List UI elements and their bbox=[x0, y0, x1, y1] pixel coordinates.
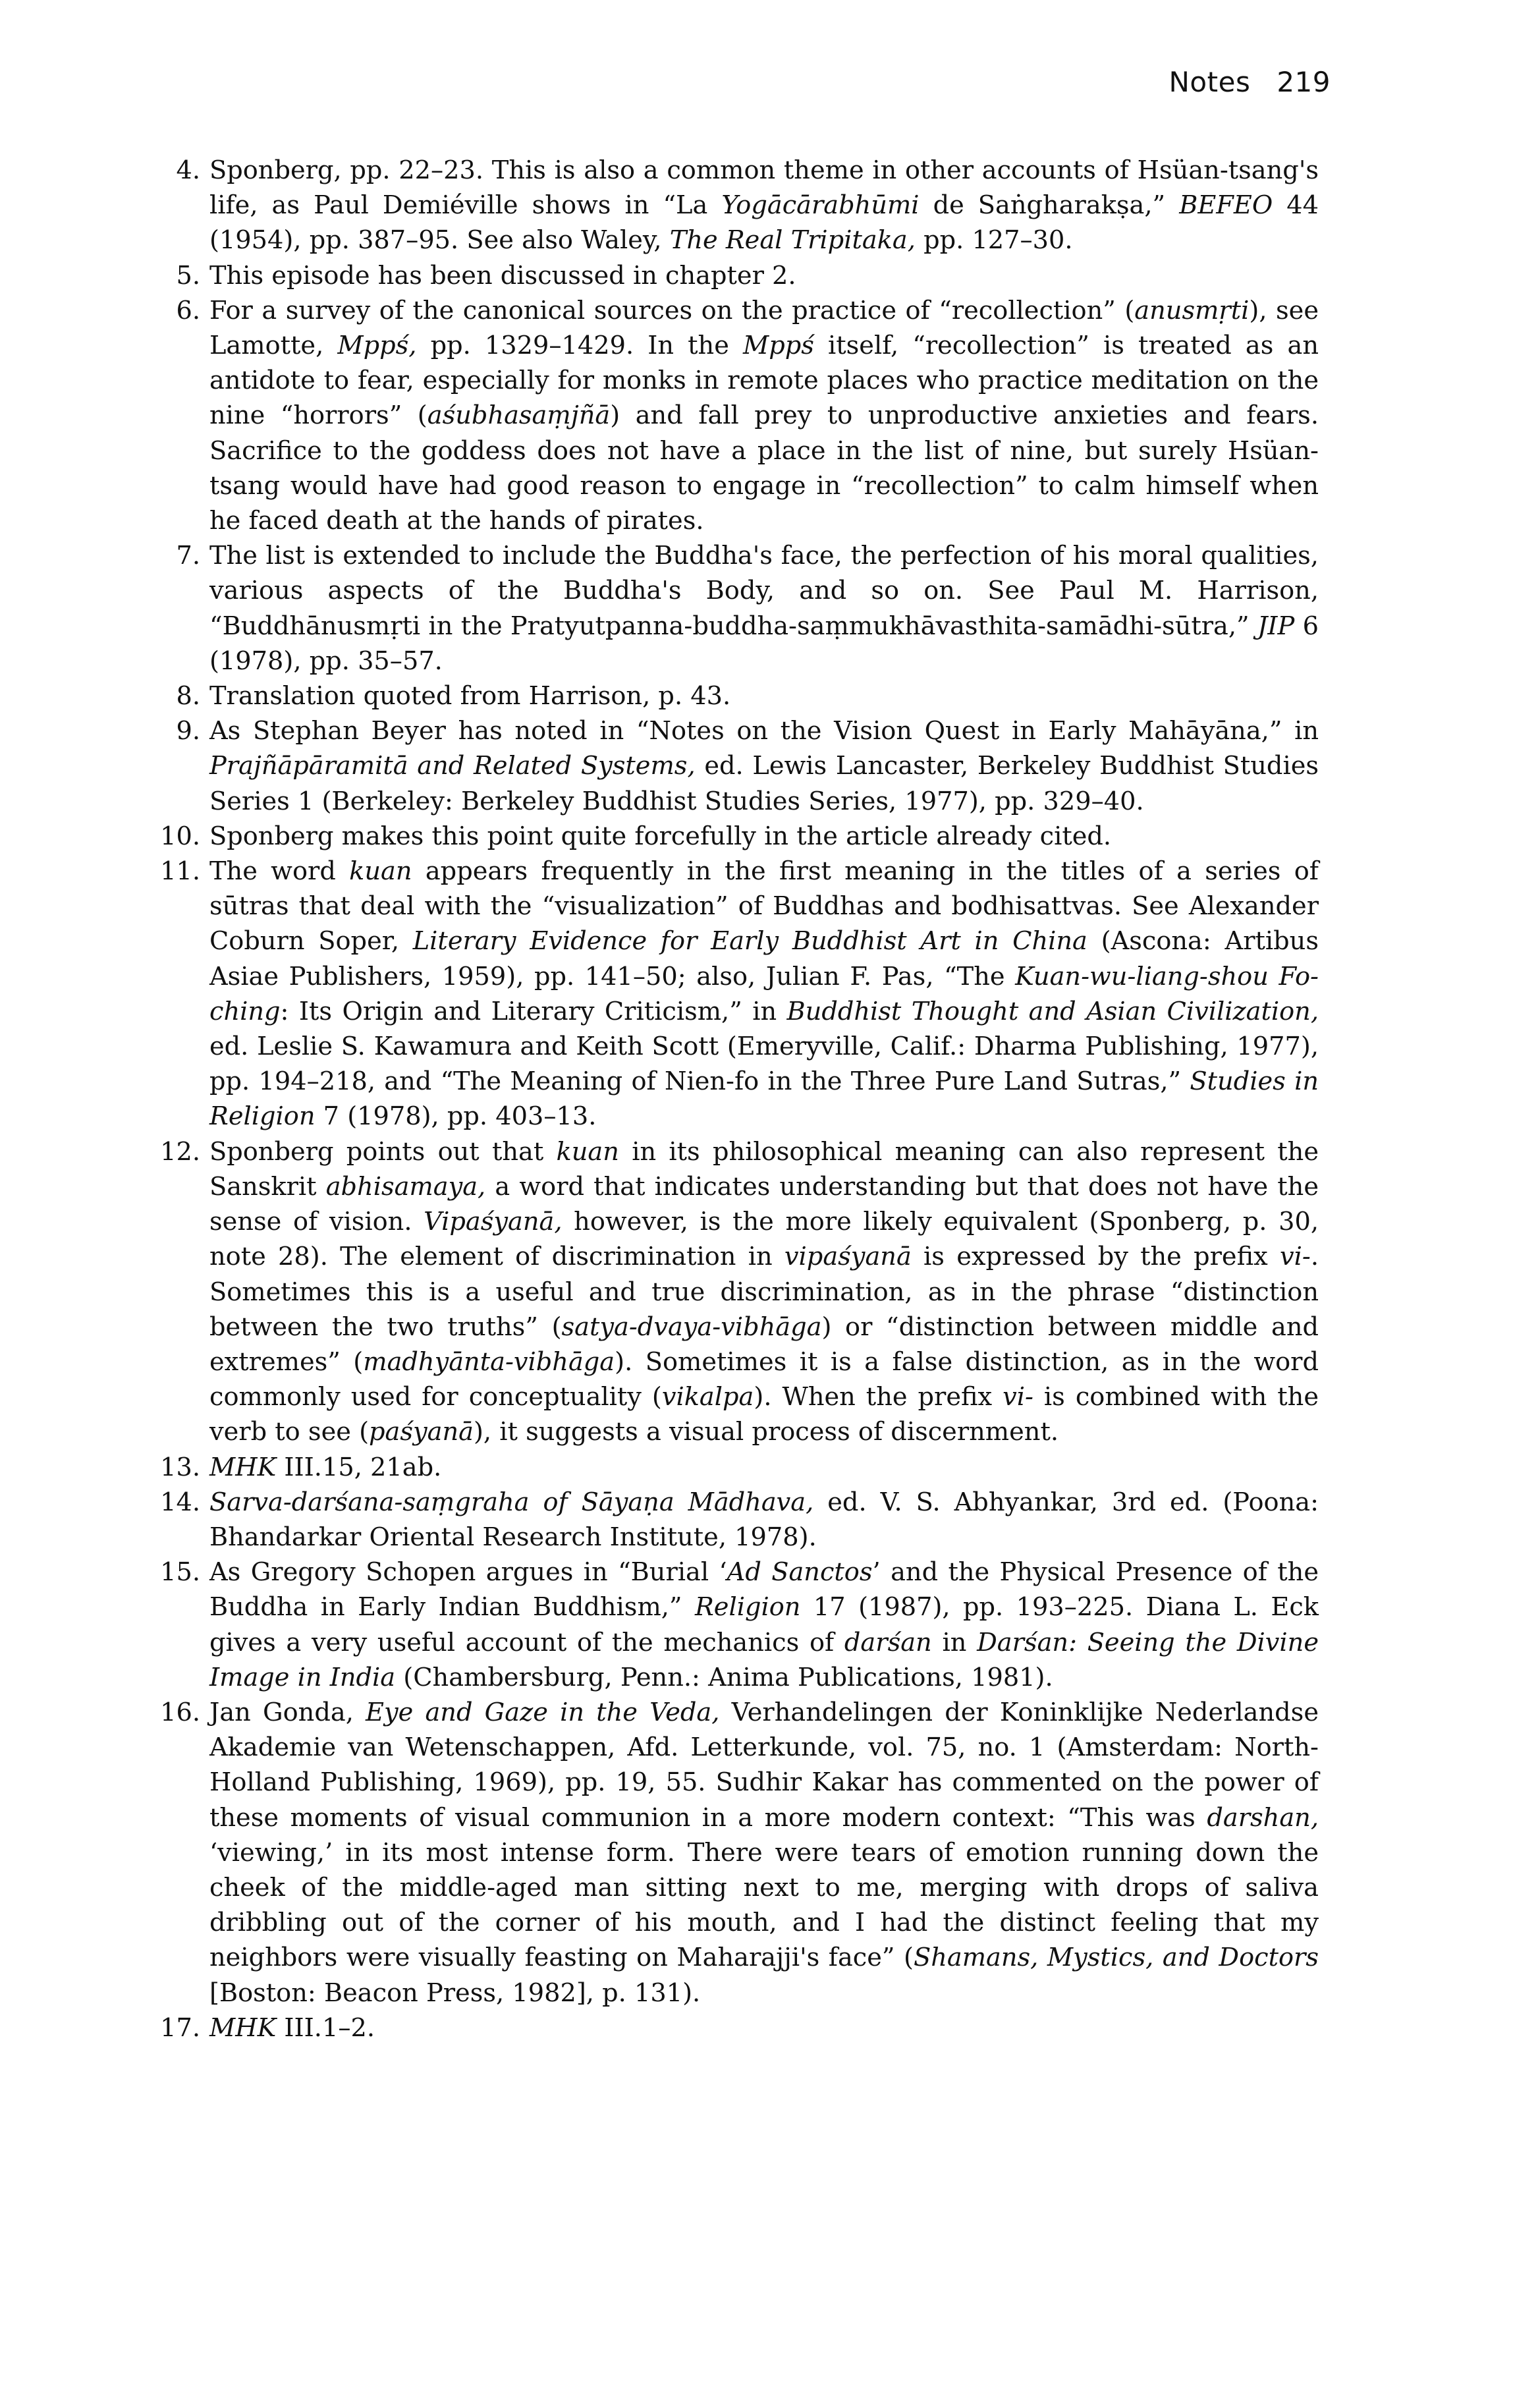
endnote-text bbox=[209, 153, 1319, 258]
endnote-number: 14. bbox=[160, 1487, 200, 1517]
text-run: ). Sometimes it is a false distinction, as in the word commonly used for conceptuality ( bbox=[209, 1346, 1319, 1412]
text-run: (Ascona: Artibus Asiae Publishers, 1959), pp. 141–50; also, Julian F. Pas, “The bbox=[209, 926, 1319, 991]
endnote bbox=[149, 258, 1319, 293]
text-run: Translation quoted from Harrison, p. 43. bbox=[209, 681, 731, 711]
italic-run: Ad Sanctos bbox=[727, 1557, 873, 1588]
endnote-number: 6. bbox=[176, 295, 200, 325]
text-run: Sponberg, pp. 22–23. This is also a common theme in other accounts of Hsüan-tsang's life, as Paul Demiéville shows in “La bbox=[209, 155, 1319, 221]
text-run: appears frequently in the first meaning in the titles of a series of sūtras that deal with the “visualization” of Buddhas and bodhisattvas. See Alexander Coburn Soper, bbox=[209, 856, 1319, 957]
text-run: 6 (1978), pp. 35–57. bbox=[209, 611, 1319, 676]
italic-run: vikalpa bbox=[661, 1382, 754, 1412]
text-run: For a survey of the canonical sources on the practice of “recollection” ( bbox=[209, 295, 1135, 325]
endnote-text bbox=[209, 293, 1319, 538]
italic-run: abhisamaya, bbox=[325, 1171, 486, 1202]
text-run: itself, “recollection” is treated as an antidote to fear, especially for monks in remote places who practice meditation on the nine “horrors” ( bbox=[209, 331, 1319, 431]
endnote-number: 5. bbox=[176, 260, 200, 291]
endnote-text bbox=[209, 819, 1319, 854]
text-run: is combined with the verb to see ( bbox=[209, 1382, 1319, 1447]
endnote-number: 17. bbox=[160, 2012, 200, 2043]
italic-run: anusmṛti bbox=[1134, 295, 1250, 325]
italic-run: vi- bbox=[1279, 1242, 1311, 1272]
text-run: 7 (1978), pp. 403–13. bbox=[315, 1101, 597, 1132]
italic-run: vi- bbox=[1003, 1382, 1033, 1412]
text-run: however, is the more likely equivalent (Sponberg, p. 30, note 28). The element of discrimination in bbox=[209, 1207, 1319, 1272]
text-run: Sponberg makes this point quite forcefully in the article already cited. bbox=[209, 821, 1112, 851]
endnote bbox=[149, 1695, 1319, 2011]
endnote bbox=[149, 1450, 1319, 1485]
italic-run: Buddhist Thought and Asian Civilization, bbox=[786, 996, 1319, 1026]
text-run: pp. 127–30. bbox=[915, 225, 1073, 256]
text-run: in its philosophical meaning can also represent the Sanskrit bbox=[209, 1136, 1319, 1202]
text-run: As Stephan Beyer has noted in “Notes on the Vision Quest in Early Mahāyāna,” in bbox=[209, 716, 1319, 746]
text-run: ), it suggests a visual process of discernment. bbox=[473, 1417, 1059, 1447]
italic-run: Shamans, Mystics, and Doctors bbox=[913, 1943, 1319, 1973]
italic-run: Mppś, bbox=[337, 331, 417, 361]
text-run: (Chambersburg, Penn.: Anima Publications, 1981). bbox=[395, 1662, 1053, 1692]
text-run: . Sometimes this is a useful and true discrimination, as in the phrase “distinction between the two truths” ( bbox=[209, 1242, 1319, 1342]
italic-run: MHK bbox=[209, 2012, 277, 2043]
endnote-number: 4. bbox=[176, 155, 200, 185]
endnote-text bbox=[209, 854, 1319, 1134]
endnote bbox=[149, 679, 1319, 713]
text-run: Verhandelingen der Koninklijke Nederlandse Akademie van Wetenschappen, Afd. Letterkunde, vol. 75, no. 1 (Amsterdam: North-Holland Publishing, 1969), pp. 19, 55. Sudhir Kakar has commented on the power of these moments of visual communion in a more modern context: “This was bbox=[209, 1697, 1319, 1833]
endnote bbox=[149, 1485, 1319, 1555]
endnote-number: 9. bbox=[176, 716, 200, 746]
italic-run: Yogācārabhūmi bbox=[721, 190, 920, 221]
italic-run: Sarva-darśana-saṃgraha of Sāyaṇa Mādhava, bbox=[209, 1487, 814, 1517]
endnote bbox=[149, 713, 1319, 819]
endnote bbox=[149, 1555, 1319, 1695]
italic-run: satya-dvaya-vibhāga bbox=[561, 1312, 822, 1342]
text-run: ’ and the Physical Presence of the Buddha in Early Indian Buddhism,” bbox=[209, 1557, 1319, 1623]
text-run: Jan Gonda, bbox=[209, 1697, 366, 1727]
italic-run: kuan bbox=[556, 1136, 619, 1167]
text-run: ) and fall prey to unproductive anxieties and fears. Sacrifice to the goddess does not have a place in the list of nine, but surely Hsüan-tsang would have had good reason to engage in “recollection” to calm himself when he faced death at the hands of pirates. bbox=[209, 401, 1319, 536]
endnote bbox=[149, 854, 1319, 1134]
endnote-text bbox=[209, 538, 1319, 679]
italic-run: Vipaśyanā, bbox=[424, 1207, 563, 1237]
text-run: ed. V. S. Abhyankar, 3rd ed. (Poona: Bhandarkar Oriental Research Institute, 1978). bbox=[209, 1487, 1319, 1552]
text-run: III.15, 21ab. bbox=[276, 1452, 442, 1482]
italic-run: kuan bbox=[349, 856, 412, 887]
text-run: 44 (1954), pp. 387–95. See also Waley, bbox=[209, 190, 1319, 256]
endnote-number: 16. bbox=[160, 1697, 200, 1727]
endnote-number: 11. bbox=[160, 856, 200, 887]
italic-run: Mppś bbox=[742, 331, 814, 361]
endnote bbox=[149, 819, 1319, 854]
italic-run: The Real Tripitaka, bbox=[669, 225, 916, 256]
endnote-text bbox=[209, 258, 1319, 293]
endnote-number: 15. bbox=[160, 1557, 200, 1588]
endnote-text bbox=[209, 679, 1319, 713]
endnote bbox=[149, 2011, 1319, 2045]
italic-run: vipaśyanā bbox=[784, 1242, 912, 1272]
italic-run: aśubhasaṃjñā bbox=[427, 401, 611, 431]
italic-run: Studies in Religion bbox=[209, 1067, 1319, 1132]
italic-run: darshan, bbox=[1207, 1802, 1319, 1833]
endnote-number: 10. bbox=[160, 821, 200, 851]
endnote bbox=[149, 1134, 1319, 1450]
text-run: [Boston: Beacon Press, 1982], p. 131). bbox=[209, 1978, 701, 2008]
endnote-number: 7. bbox=[176, 541, 200, 571]
page-number: 219 bbox=[1277, 66, 1331, 98]
endnote-text bbox=[209, 1134, 1319, 1450]
italic-run: JIP bbox=[1257, 611, 1295, 641]
text-run: This episode has been discussed in chapter 2. bbox=[209, 260, 796, 291]
italic-run: Religion bbox=[694, 1592, 801, 1623]
italic-run: darśan bbox=[844, 1627, 932, 1657]
text-run: The list is extended to include the Buddha's face, the perfection of his moral qualities, various aspects of the Buddha's Body, and so on. See Paul M. Harrison, “Buddhānusmṛti in the Pratyutpanna-buddha-saṃmukhāvasthita-samādhi-sūtra,” bbox=[209, 541, 1319, 641]
text-run: ed. Lewis Lancaster, Berkeley Buddhist Studies Series 1 (Berkeley: Berkeley Buddhist Studies Series, 1977), pp. 329–40. bbox=[209, 751, 1319, 816]
endnotes-list bbox=[149, 153, 1319, 2045]
text-run: a word that indicates understanding but that does not have the sense of vision. bbox=[209, 1171, 1319, 1237]
text-run: ed. Leslie S. Kawamura and Keith Scott (Emeryville, Calif.: Dharma Publishing, 1977), pp. 194–218, and “The Meaning of Nien-fo in the Three Pure Land Sutras,” bbox=[209, 1032, 1319, 1097]
italic-run: Prajñāpāramitā and Related Systems, bbox=[209, 751, 696, 781]
italic-run: Literary Evidence for Early Buddhist Art in China bbox=[412, 926, 1087, 957]
text-run: ) or “distinction between middle and extremes” ( bbox=[209, 1312, 1319, 1377]
text-run: ). When the prefix bbox=[754, 1382, 1003, 1412]
text-run: ‘viewing,’ in its most intense form. There were tears of emotion running down the cheek of the middle-aged man sitting next to me, merging with drops of saliva dribbling out of the corner of his mouth, and I had the distinct feeling that my neighbors were visually feasting on Maharajji's face” ( bbox=[209, 1837, 1319, 1973]
running-head-title: Notes bbox=[1169, 66, 1251, 98]
endnote-number: 13. bbox=[160, 1452, 200, 1482]
text-run: is expressed by the prefix bbox=[911, 1242, 1280, 1272]
italic-run: paśyanā bbox=[369, 1417, 474, 1447]
italic-run: BEFEO bbox=[1179, 190, 1273, 221]
italic-run: MHK bbox=[209, 1452, 277, 1482]
endnote bbox=[149, 538, 1319, 679]
text-run: pp. 1329–1429. In the bbox=[416, 331, 743, 361]
text-run: III.1–2. bbox=[276, 2012, 375, 2043]
endnote bbox=[149, 293, 1319, 538]
text-run: The word bbox=[209, 856, 350, 887]
endnote-text bbox=[209, 1695, 1319, 2011]
italic-run: Darśan: Seeing the Divine Image in India bbox=[209, 1627, 1319, 1692]
text-run: de Saṅgharakṣa,” bbox=[919, 190, 1180, 221]
endnote-text bbox=[209, 713, 1319, 819]
endnote-text bbox=[209, 1450, 1319, 1485]
text-run: As Gregory Schopen argues in “Burial ‘ bbox=[209, 1557, 727, 1588]
text-run: 17 (1987), pp. 193–225. Diana L. Eck gives a very useful account of the mechanics of bbox=[209, 1592, 1319, 1657]
italic-run: madhyānta-vibhāga bbox=[363, 1346, 615, 1377]
endnote-text bbox=[209, 1555, 1319, 1695]
endnote-text bbox=[209, 1485, 1319, 1555]
italic-run: Eye and Gaze in the Veda, bbox=[366, 1697, 720, 1727]
running-header bbox=[1113, 66, 1331, 98]
endnote-number: 8. bbox=[176, 681, 200, 711]
italic-run: Kuan-wu-liang-shou Fo-ching bbox=[209, 961, 1319, 1026]
text-run: : Its Origin and Literary Criticism,” in bbox=[280, 996, 787, 1026]
endnote-number: 12. bbox=[160, 1136, 200, 1167]
text-run: Sponberg points out that bbox=[209, 1136, 557, 1167]
text-run: in bbox=[931, 1627, 977, 1657]
text-run: ), see Lamotte, bbox=[209, 295, 1319, 361]
endnote bbox=[149, 153, 1319, 258]
endnote-text bbox=[209, 2011, 1319, 2045]
